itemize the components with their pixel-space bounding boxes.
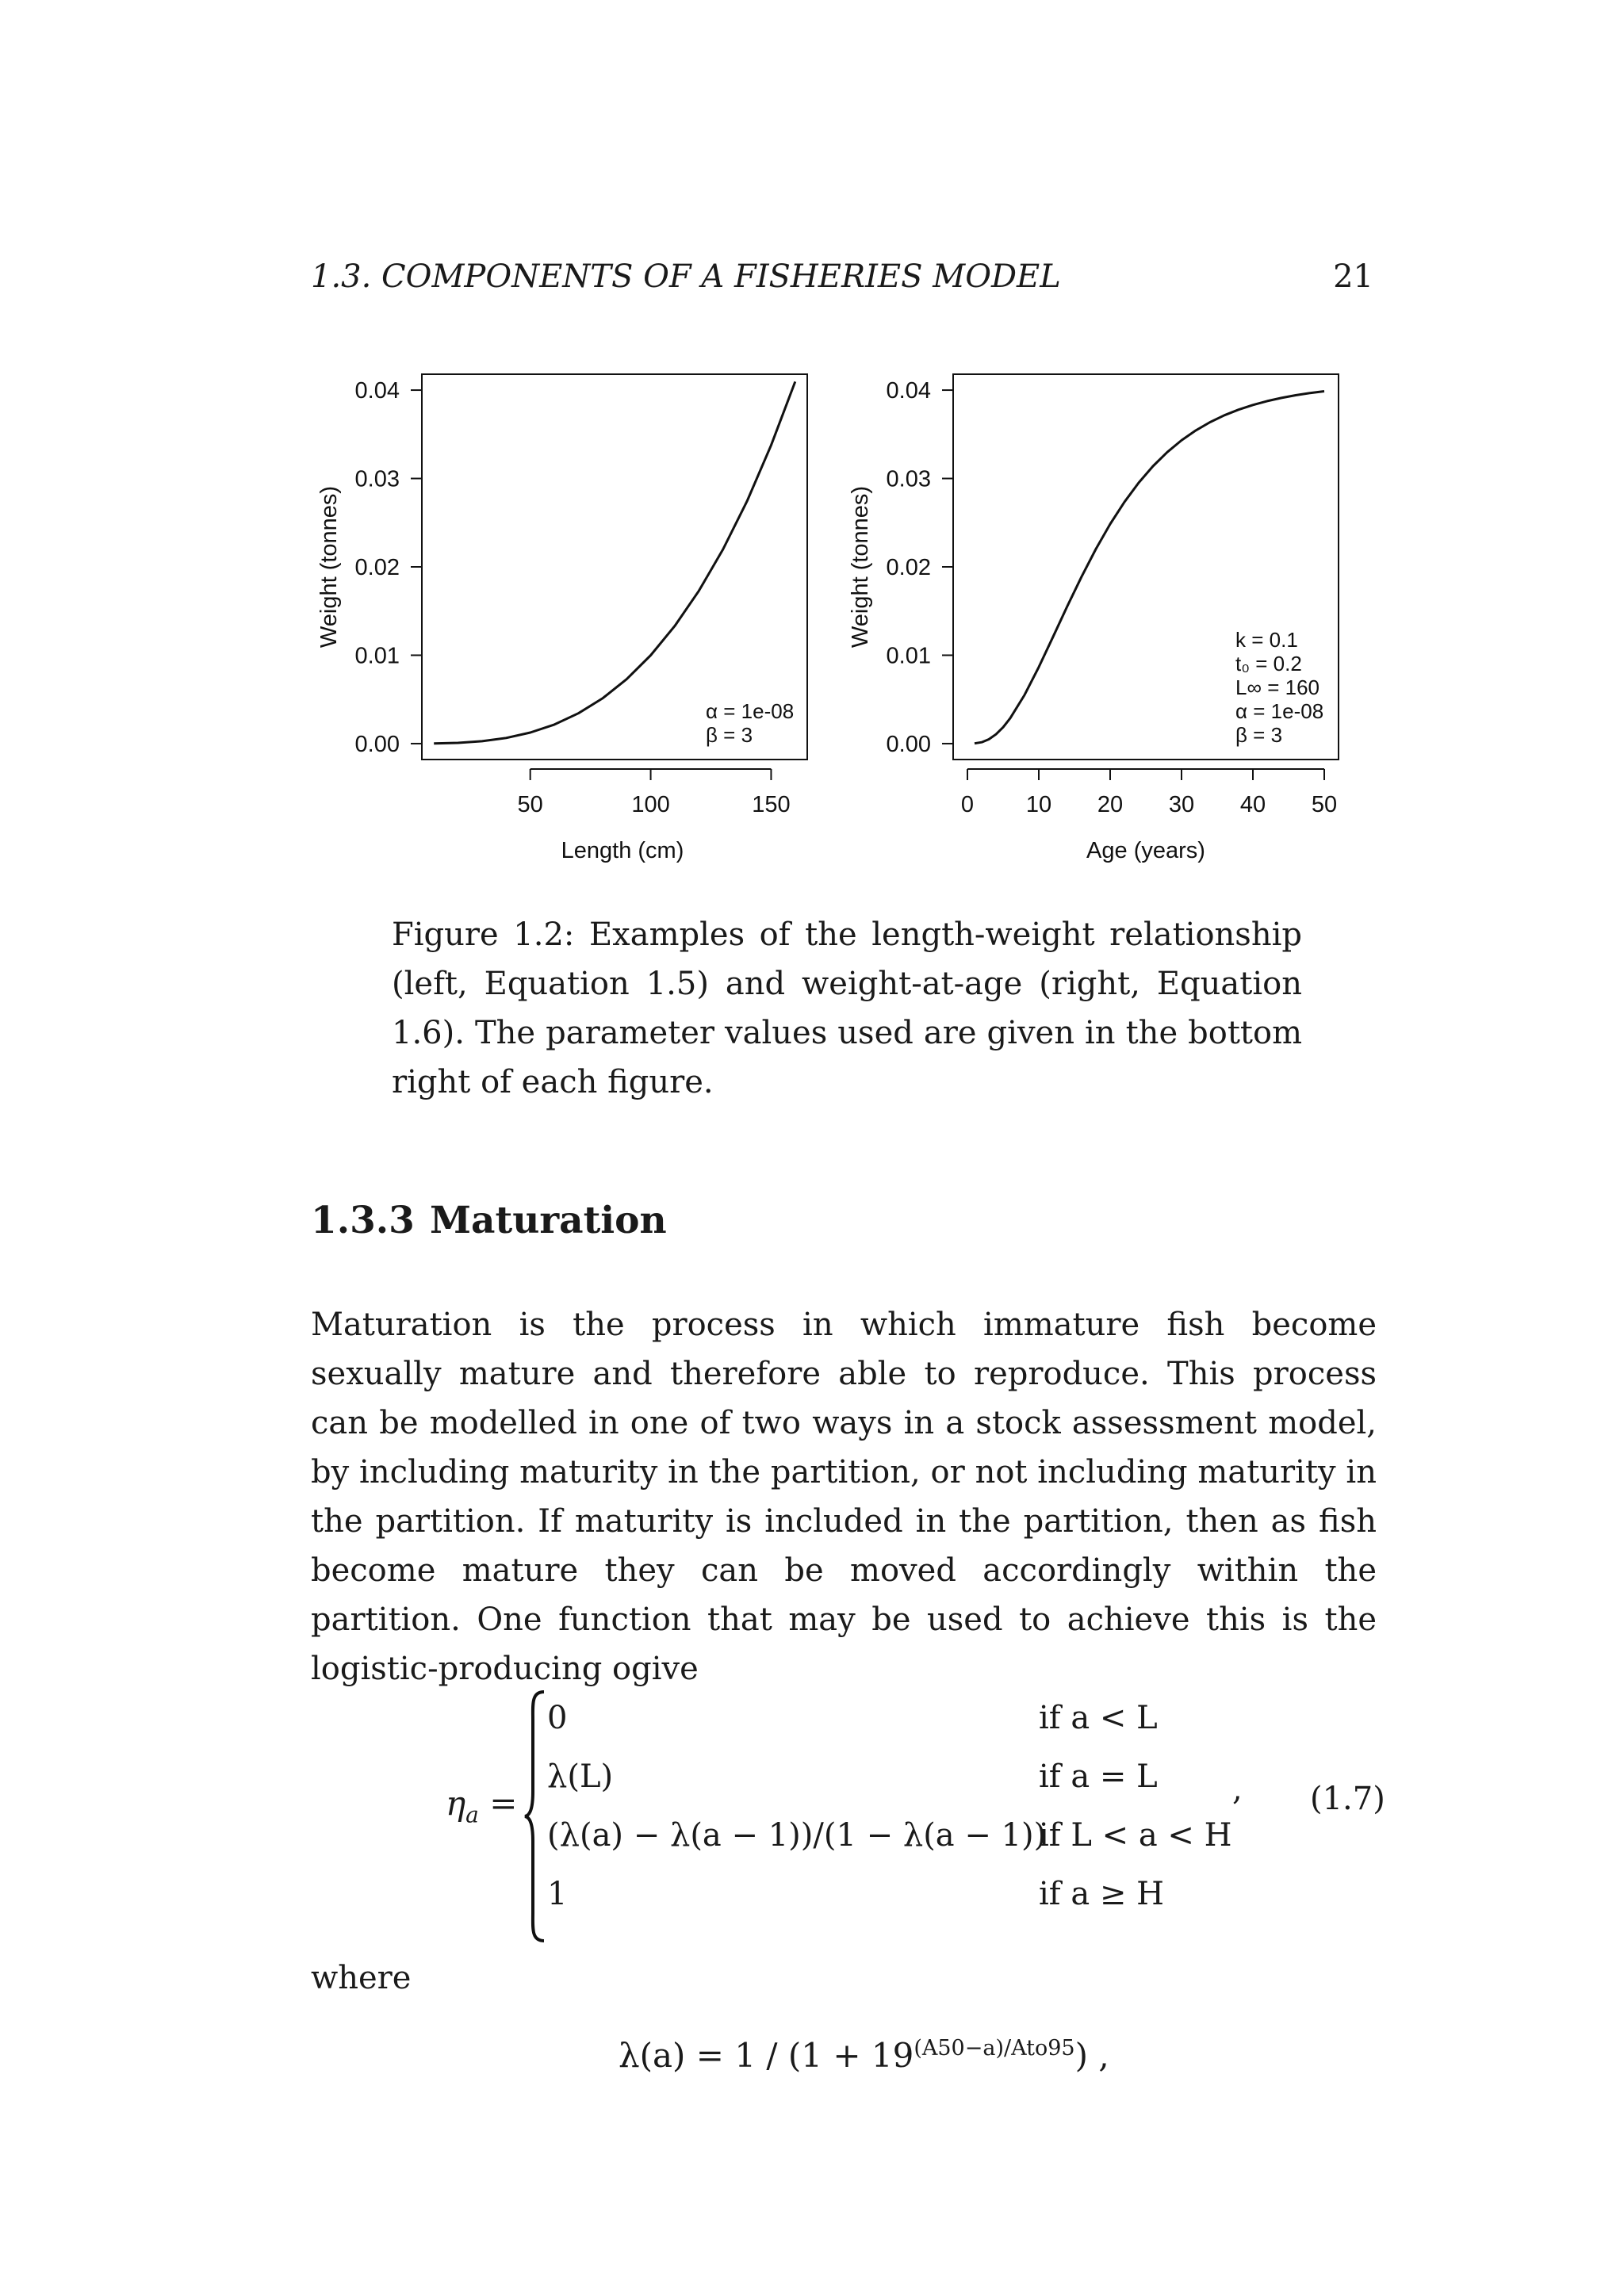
x-tick-label: 0	[960, 792, 975, 817]
section-heading	[311, 1199, 667, 1242]
y-tick-label: 0.00	[886, 731, 931, 757]
y-tick-label: 0.01	[354, 643, 400, 669]
parameter-label: β = 3	[706, 723, 753, 747]
chart-left-x-axis	[518, 769, 791, 817]
y-tick-label: 0.04	[354, 378, 400, 404]
lambda-equation: $\lambda(a) = 1 / (1 + 19^{(A50-a)/Ato95})$ ,	[619, 2036, 1109, 2075]
running-head	[311, 258, 1373, 306]
chart-right-xlabel: Age (years)	[1086, 838, 1205, 863]
parameter-label: α = 1e-08	[1235, 699, 1324, 723]
chart-left-series	[434, 381, 795, 743]
y-tick-label: 0.02	[886, 555, 931, 580]
running-head-title: 1.3. COMPONENTS OF A FISHERIES MODEL	[311, 258, 1061, 295]
equation-1-7: $\eta_a$ = 0 if a < L λ(L) if a = L (λ(a) − λ(a − 1))/(1 − λ(a − 1)) if L < a < H 1 if a ≥ H , (1.7)	[0, 1689, 1624, 1958]
chart-left-annotations	[706, 699, 794, 747]
section-title: Maturation	[430, 1199, 667, 1242]
chart-left-xlabel: Length (cm)	[561, 838, 684, 863]
equation-lhs: $\eta_a$ =	[446, 1784, 518, 1828]
chart-right	[848, 374, 1339, 863]
chart-right-y-axis	[887, 378, 953, 757]
x-tick-label: 30	[1168, 792, 1195, 817]
parameter-label: k = 0.1	[1235, 628, 1298, 652]
y-tick-label: 0.02	[354, 555, 400, 580]
chart-left-y-axis	[355, 378, 422, 757]
parameter-label: L∞ = 160	[1235, 675, 1320, 699]
chart-left-ylabel: Weight (tonnes)	[316, 485, 342, 649]
parameter-label: t₀ = 0.2	[1235, 652, 1302, 675]
left-brace	[523, 1689, 547, 1944]
x-tick-label: 40	[1239, 792, 1266, 817]
y-tick-label: 0.04	[886, 378, 931, 404]
chart-right-ylabel: Weight (tonnes)	[848, 485, 873, 649]
x-tick-label: 50	[517, 792, 543, 817]
series-line	[434, 381, 795, 743]
body-paragraph: Maturation is the process in which immature fish become sexually mature and therefore able to reproduce. This process can be modelled in one of two ways in a stock assessment model, by including maturity in the partition, or not including maturity in the partition. If maturity is included in the partition, then as fish become mature they can be moved accordingly within the partition. One function that may be used to achieve this is the logistic-producing ogive	[311, 1307, 1377, 1687]
equation-comma: ,	[1232, 1771, 1243, 1808]
page-number: 21	[1333, 258, 1373, 295]
figure-caption: Figure 1.2: Examples of the length-weight relationship (left, Equation 1.5) and weight-at-age (right, Equation 1.6). The parameter values used are given in the bottom right of each figure.	[392, 916, 1302, 1100]
section-number: 1.3.3	[311, 1199, 415, 1242]
figure-1-2	[309, 355, 1372, 894]
x-tick-label: 20	[1097, 792, 1124, 817]
equation-number: (1.7)	[1310, 1781, 1385, 1817]
x-tick-label: 150	[752, 792, 791, 817]
parameter-label: β = 3	[1235, 723, 1283, 747]
y-tick-label: 0.00	[354, 731, 400, 757]
chart-left	[316, 374, 807, 863]
chart-right-x-axis	[961, 769, 1337, 817]
y-tick-label: 0.03	[886, 466, 931, 492]
x-tick-label: 100	[631, 792, 670, 817]
where-text: where	[311, 1960, 412, 1996]
y-tick-label: 0.01	[886, 643, 931, 669]
y-tick-label: 0.03	[354, 466, 400, 492]
x-tick-label: 10	[1025, 792, 1052, 817]
x-tick-label: 50	[1311, 792, 1338, 817]
chart-right-annotations	[1235, 628, 1323, 747]
parameter-label: α = 1e-08	[706, 699, 795, 723]
